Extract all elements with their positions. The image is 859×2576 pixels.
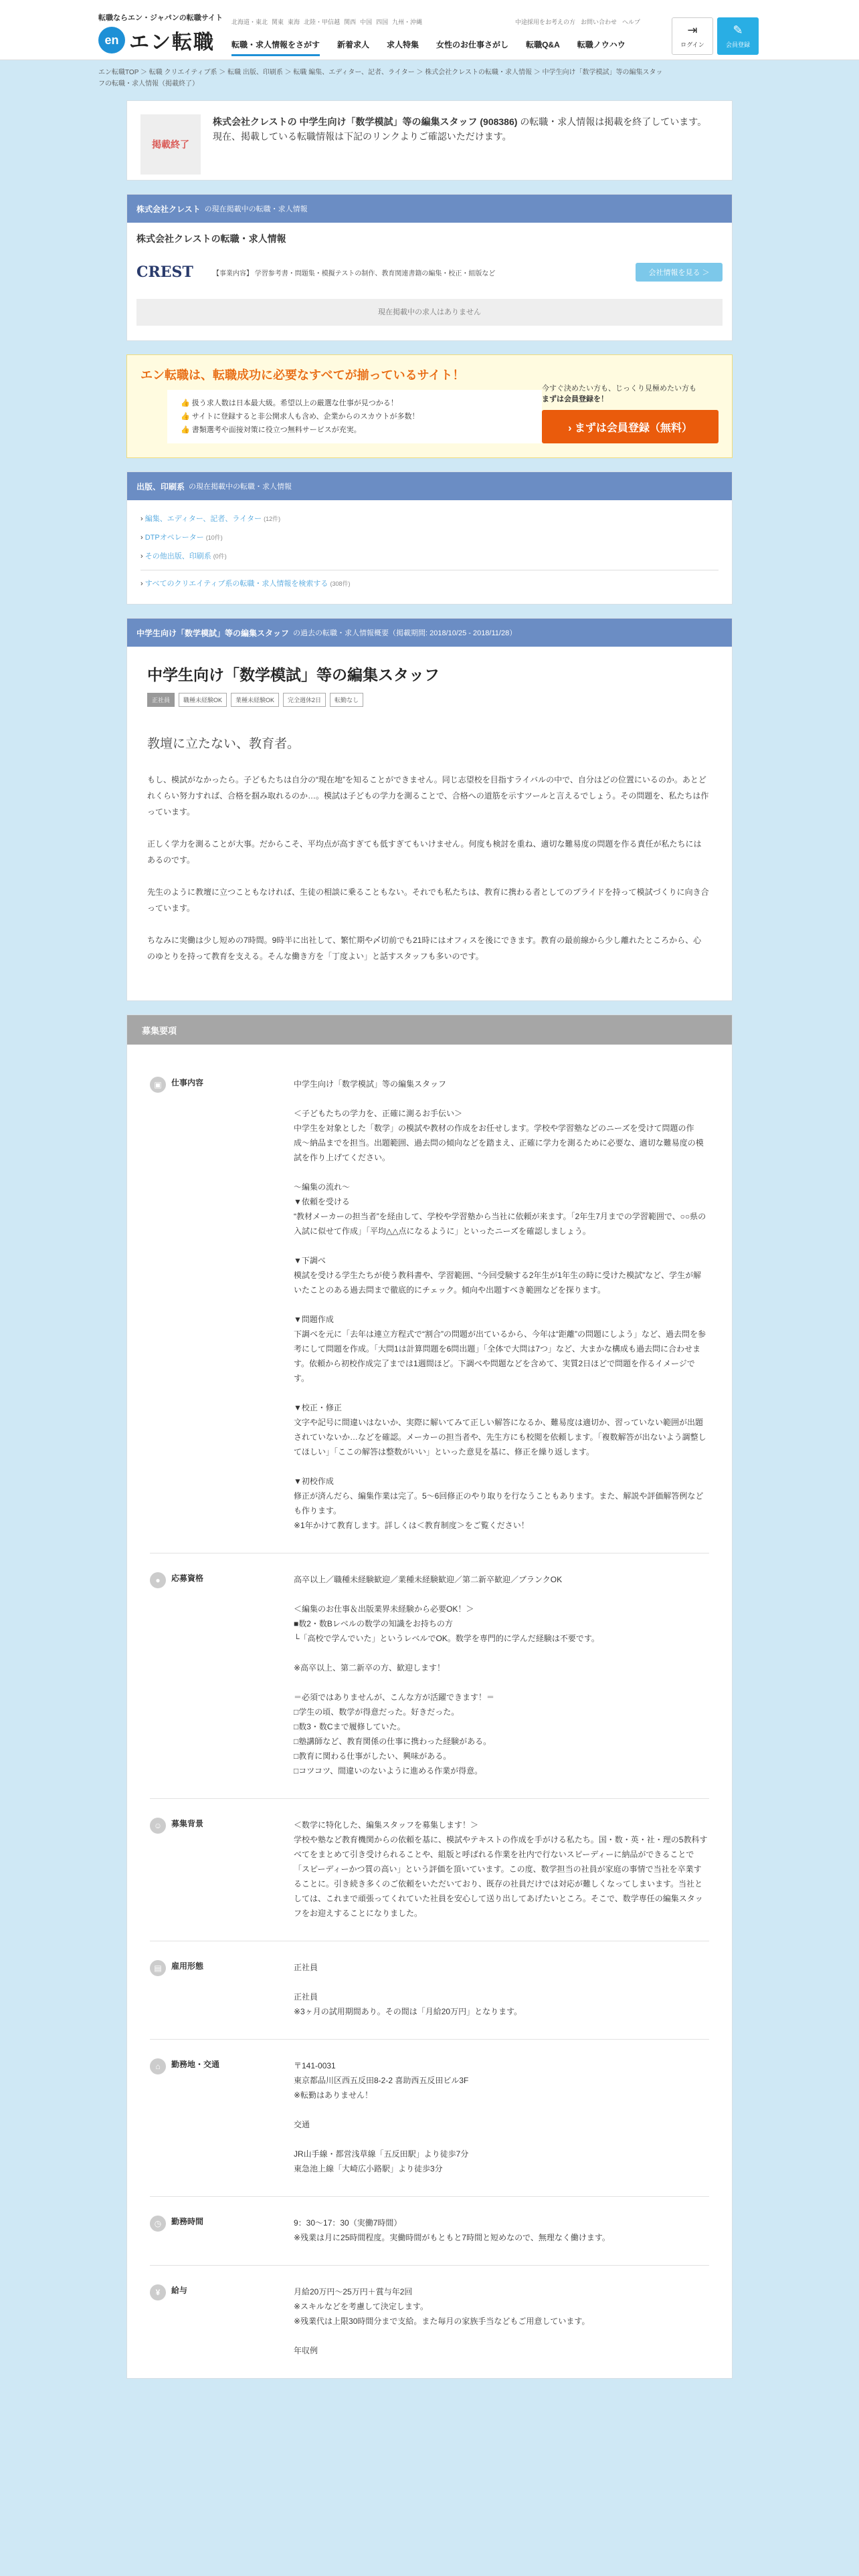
briefcase-icon: ▣ (150, 1077, 166, 1093)
industry-card (126, 471, 733, 605)
region-link[interactable]: 北海道・東北 (231, 19, 268, 25)
login-button[interactable] (672, 17, 713, 55)
req-content: 正社員 正社員 ※3ヶ月の試用期間あり。その間は「月給20万円」となります。 (294, 1963, 522, 2016)
company-description: 【事業内容】 学習参考書・問題集・模擬テストの制作、教育関連書籍の編集・校正・組版など (213, 270, 496, 278)
site-header (0, 0, 859, 60)
ended-notice (126, 100, 733, 181)
req-row-qualification (150, 1553, 709, 1799)
tag: 転勤なし (330, 693, 363, 707)
industry-all-item: › すべてのクリエイティブ系の転職・求人情報を検索する (308件) (140, 580, 351, 588)
nav-item-qa[interactable]: 転職Q&A (526, 40, 560, 49)
id-card-icon: ▤ (150, 1960, 166, 1976)
job-paragraph: もし、模試がなかったら。子どもたちは自分の“現在地”を知ることができません。同じ志望校を目指すライバルの中で、自分はどの位置にいるのか。あとどれくらい努力すれば、合格を掴み取れるのか…。模試は子どもの学力を測ることで、合格への道筋を示すツールと言えるでしょう。その問題を、私たちは作っています。 (147, 775, 709, 817)
industry-card-header (127, 472, 732, 500)
company-logo: CREST (136, 263, 193, 281)
logo[interactable] (98, 12, 223, 55)
nav-item-feature[interactable]: 求人特集 (387, 40, 419, 49)
company-head-name: 株式会社クレスト (136, 204, 201, 214)
industry-link-item: › その他出版、印刷系 (0件) (140, 552, 227, 560)
nav-item-women[interactable]: 女性のお仕事さがし (436, 40, 509, 49)
login-icon: ⇥ (687, 23, 698, 37)
region-link[interactable]: 東海 (288, 19, 300, 25)
users-icon: ☺ (150, 1818, 166, 1834)
pencil-icon: ✎ (733, 23, 743, 37)
ended-job-title: 中学生向け「数学模試」等の編集スタッフ (299, 116, 478, 127)
promo-banner (126, 354, 733, 458)
tag: 職種未経験OK (179, 693, 227, 707)
logo-tagline: 転職ならエン・ジャパンの転職サイト (98, 14, 223, 22)
req-content: 中学生向け「数学模試」等の編集スタッフ ＜子どもたちの学力を、正確に測るお手伝い＞ 中学生を対象とした「数学」の模試や教材の作成をお任せします。学校や学習塾などのニーズを受けて問題の作成〜納品までを担当。出題範囲、過去問の傾向などを踏まえ、正確に学力を測るために必要な、適切な難易度の模試を作り上げてください。 〜編集の流れ〜 ▼依頼を受ける “教材メーカーの担当者”を経由して、学校や学習塾から当社に依頼が来ます。「2年生7月までの学習範囲で、○○県の入試に似せて作成」「平均△△点になるように」といったニーズを確認しましょう。 ▼下調べ 模試を受ける学生たちが使う教科書や、学習範囲、“今回受験する2年生が1年生の時に受けた模試”など、学生が解いたことのある過去問まで徹底的にチェック。傾向や出題すべき範囲などを探ります。 ▼問題作成 下調べを元に「去年は連立方程式で“割合”の問題が出ているから、今年は“距離”の問題にしよう」など、過去問を参考にして問題を作成。「大問1は計算問題を6問出題」「全体で大問は7つ」など、大まかな構成も過去問に合わせます。依頼から初校作成完了までは1週間ほど。下調べや問題などを含めて、実質2日ほどで問題を作るイメージです。 ▼校正・修正 文字や記号に間違いはないか、実際に解いてみて正しい解答になるか、難易度は適切か、習っていない範囲が出題されていないか…などを確認。メーカーの担当者や、先生方にも校閲を依頼します。「複数解答が出ないよう調整してほしい」「ここの解答は整数がいい」といった意見を基に、修正を繰り返します。 ▼初校作成 修正が済んだら、編集作業は完了。5〜6回修正のやり取りを行なうこともあります。また、解説や評価解答例なども作ります。 ※1年かけて教育します。詳しくは＜教育制度＞をご覧ください！ (294, 1079, 706, 1530)
main-nav (231, 39, 626, 56)
util-link[interactable]: ヘルプ (622, 19, 641, 25)
requirements-header: 募集要項 (127, 1015, 732, 1045)
tag: 業種未経験OK (231, 693, 279, 707)
req-row-salary (150, 2266, 709, 2378)
logo-text: エン転職 (129, 31, 215, 53)
industry-link-item: › 編集、エディター、記者、ライター (12件) (140, 515, 281, 523)
industry-link[interactable]: 編集、エディター、記者、ライター (145, 515, 262, 523)
company-head-suffix: の現在掲載中の転職・求人情報 (204, 205, 308, 213)
promo-list (167, 390, 542, 443)
req-label: 募集背景 (171, 1819, 204, 1828)
tag: 完全週休2日 (283, 693, 326, 707)
job-title: 中学生向け「数学模試」等の編集スタッフ (147, 666, 440, 683)
util-link[interactable]: お問い合わせ (581, 19, 617, 25)
req-content: 9：30〜17：30（実働7時間） ※残業は月に25時間程度。実働時間がもともと7時間と短めなので、無理なく働けます。 (294, 2218, 610, 2242)
job-paragraph: 先生のように教壇に立つこともなければ、生徒の相談に乗ることもない。それでも私たちは、教育に携わる者としてのプライドを持って模試づくりに向き合っています。 (147, 887, 709, 913)
req-row-job-content (150, 1058, 709, 1553)
req-row-location (150, 2040, 709, 2197)
job-paragraph: 正しく学力を測ることが大事。だからこそ、平均点が高すぎても低すぎてもいけません。何度も検討を重ね、適切な難易度の問題を作る責任が私たちにはあるのです。 (147, 839, 702, 865)
region-link[interactable]: 関東 (272, 19, 284, 25)
req-label: 勤務地・交通 (171, 2060, 220, 2069)
job-summary-card (126, 618, 733, 1001)
logo-en-icon: en (98, 27, 125, 53)
yen-icon: ¥ (150, 2284, 166, 2300)
industry-head-name: 出版、印刷系 (136, 481, 185, 492)
nav-item-search[interactable]: 転職・求人情報をさがす (231, 39, 320, 56)
breadcrumb[interactable]: エン転職TOP ＞ 転職 クリエイティブ系 ＞ 転職 出版、印刷系 ＞ 転職 編集、エディター、記者、ライター ＞ 株式会社クレストの転職・求人情報 ＞ 中学生向け「数学模試」等の編集スタッフの転職・求人情報（掲載終了） (98, 69, 663, 88)
industry-head-suffix: の現在掲載中の転職・求人情報 (189, 483, 292, 491)
map-pin-icon: ⌂ (150, 2058, 166, 2074)
company-card-header (127, 195, 732, 223)
req-content: 月給20万円〜25万円＋賞与年2回 ※スキルなどを考慮して決定します。 ※残業代は上限30時間分まで支給。また毎月の家族手当などもご用意しています。 年収例 (294, 2287, 590, 2355)
job-card-header (127, 619, 732, 647)
login-label: ログイン (680, 41, 704, 48)
company-info-button[interactable]: 会社情報を見る ＞ (636, 263, 723, 282)
register-label: 会員登録 (725, 41, 750, 48)
promo-register-button[interactable]: › まずは会員登録（無料） (542, 410, 719, 443)
job-paragraph: ちなみに実働は少し短めの7時間。9時半に出社して、繁忙期や〆切前でも21時にはオフィスを後にできます。教育の最前線から少し離れたところから、心のゆとりを持って教育を支える。そんな働き方を「丁度よい」と話すスタッフも多いのです。 (147, 936, 702, 961)
ended-suffix: の転職・求人情報は掲載を終了しています。 (520, 116, 707, 127)
req-content: ＜数学に特化した、編集スタッフを募集します！＞ 学校や塾など教育機関からの依頼を基に、模試やテキストの作成を手がける私たち。国・数・英・社・理の5教科すべてをまとめて引き受けられることや、組版と呼ばれる作業を社内で行ないスピーディーに納品ができることで「スピーディーかつ質の高い」という評価を頂いています。この度、数学担当の社員が家庭の事情で当社を卒業することに。引き続き多くのご依頼をいただいており、既存の社員だけでは対応が難しくなってしまいます。当社としては、これまで頑張ってくれていた社員を安心して送り出してあげたいところ。そこで、数学専任の編集スタッフをお迎えすることになりました。 (294, 1820, 708, 1918)
req-label: 雇用形態 (171, 1961, 204, 1971)
region-link[interactable]: 関西 (344, 19, 357, 25)
ended-job-id: (908386) (480, 116, 518, 127)
promo-right-text: 今すぐ決めたい方も、じっくり見極めたい方も (542, 385, 696, 393)
region-link[interactable]: 中国 (360, 19, 373, 25)
req-row-background (150, 1799, 709, 1941)
tag: 正社員 (147, 693, 175, 707)
ended-line2: 現在、掲載している転職情報は下記のリンクよりご確認いただけます。 (213, 131, 512, 142)
company-title: 株式会社クレストの転職・求人情報 (136, 233, 286, 244)
promo-item: 👍 扱う求人数は日本最大級。希望以上の厳選な仕事が見つかる！ (181, 399, 398, 407)
req-content: 高卒以上／職種未経験歓迎／業種未経験歓迎／第二新卒歓迎／ブランクOK ＜編集のお仕事＆出版業界未経験から必要OK！＞ ■数2・数Bレベルの数学の知識をお持ちの方 └「高校で学んでいた」というレベルでOK。数学を専門的に学んだ経験は不要です。 ※高卒以上、第二新卒の方、歓迎します！ ＝必須ではありませんが、こんな方が活躍できます！＝ □学生の頃、数学が得意だった。好きだった。 □数3・数Cまで履修していた。 □塾講師など、教育関係の仕事に携わった経験がある。 □教育に関わる仕事がしたい、興味がある。 □コツコツ、間違いのないように進める作業が得意。 (294, 1575, 599, 1776)
req-label: 仕事内容 (171, 1078, 204, 1087)
promo-item: 👍 書類選考や面接対策に役立つ無料サービスが充実。 (181, 426, 361, 434)
promo-right-strong: まずは会員登録を！ (542, 395, 608, 403)
region-link[interactable]: 北陸・甲信越 (304, 19, 341, 25)
req-row-hours (150, 2197, 709, 2266)
req-label: 給与 (171, 2286, 188, 2295)
nav-item-knowhow[interactable]: 転職ノウハウ (577, 40, 626, 49)
req-label: 勤務時間 (171, 2217, 204, 2226)
region-link[interactable]: 四国 (376, 19, 389, 25)
promo-title: エン転職は、転職成功に必要なすべてが揃っているサイト！ (140, 368, 465, 382)
region-links (231, 17, 422, 26)
promo-item: 👍 サイトに登録すると非公開求人も含め、企業からのスカウトが多数！ (181, 413, 419, 421)
req-label: 応募資格 (171, 1574, 204, 1583)
req-row-employment (150, 1941, 709, 2040)
industry-link[interactable]: その他出版、印刷系 (145, 552, 211, 560)
industry-link-item: › DTPオペレーター (10件) (140, 534, 223, 542)
no-jobs-message: 現在掲載中の求人はありません (136, 299, 723, 326)
util-link[interactable]: 中途採用をお考えの方 (515, 19, 576, 25)
industry-all-link[interactable]: すべてのクリエイティブ系の転職・求人情報を検索する (145, 580, 328, 588)
requirements-card (126, 1014, 733, 2379)
req-content: 〒141-0031 東京都品川区西五反田8-2-2 喜助西五反田ビル3F ※転勤はありません！ 交通 JR山手線・都営浅草線「五反田駅」より徒歩7分 東急池上線「大崎広小路駅」より徒歩3分 (294, 2061, 469, 2173)
ended-company: 株式会社クレストの (213, 116, 297, 127)
utility-links (515, 17, 640, 26)
region-link[interactable]: 九州・沖縄 (392, 19, 423, 25)
company-card (126, 194, 733, 341)
job-catchphrase: 教壇に立たない、教育者。 (147, 737, 300, 751)
job-head-suffix: の過去の転職・求人情報概要（掲載期間: 2018/10/25 - 2018/11/28） (293, 629, 517, 637)
ended-badge: 掲載終了 (140, 114, 201, 175)
industry-link[interactable]: DTPオペレーター (145, 534, 204, 542)
person-icon: ● (150, 1572, 166, 1588)
clock-icon: ◷ (150, 2216, 166, 2232)
job-head-name: 中学生向け「数学模試」等の編集スタッフ (136, 628, 290, 638)
job-tags (147, 693, 712, 707)
ended-text (213, 114, 706, 167)
nav-item-new[interactable]: 新着求人 (337, 40, 370, 49)
register-button[interactable] (717, 17, 759, 55)
